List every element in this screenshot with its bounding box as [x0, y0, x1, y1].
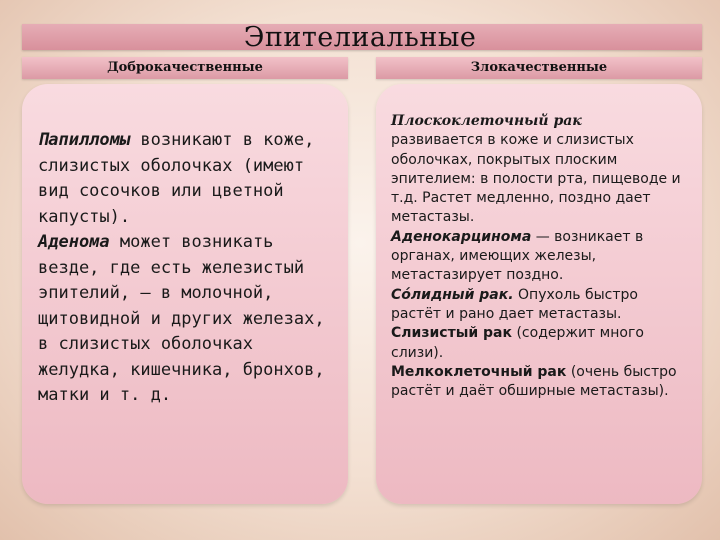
adenocarcinoma-description: — возникает в органах, имеющих железы, метастазирует поздно. — [391, 228, 644, 284]
adenoma-description: может возникать везде, где есть железистый эпителий, — в молочной, щитовидной и других железах, в слизистых оболочках желудка, кишечника, бронхов, матки и т. д. — [38, 232, 325, 405]
papilloma-description: возникают в коже, слизистых оболочках (имеют вид сосочков или цветной капусты). — [38, 130, 315, 227]
mucous-description: (содержит много слизи). — [391, 325, 644, 361]
benign-text — [38, 128, 338, 409]
squamous-title: Плоскоклеточный рак — [391, 113, 582, 129]
adenoma-term: Аденома — [38, 232, 110, 252]
smallcell-term: Мелкоклеточный рак — [391, 363, 567, 380]
papilloma-term: Папилломы — [38, 130, 131, 150]
adenocarcinoma-term: Аденокарцинома — [391, 228, 532, 245]
malignant-header: Злокачественные — [376, 57, 702, 79]
smallcell-description: (очень быстро растёт и даёт обширные метастазы). — [391, 363, 677, 400]
malignant-text — [391, 112, 691, 401]
benign-header: Доброкачественные — [22, 57, 348, 79]
solid-term: Со́лидный рак. — [391, 286, 514, 303]
page-title: Эпителиальные — [243, 22, 477, 53]
squamous-description: развивается в коже и слизистых оболочках, покрытых плоским эпителием: в полости рта, пищеводе и т.д. Растет медленно, поздно дает метастазы. — [391, 132, 681, 226]
solid-description: Опухоль быстро растёт и рано дает метастазы. — [391, 286, 638, 322]
mucous-term: Слизистый рак — [391, 325, 513, 342]
